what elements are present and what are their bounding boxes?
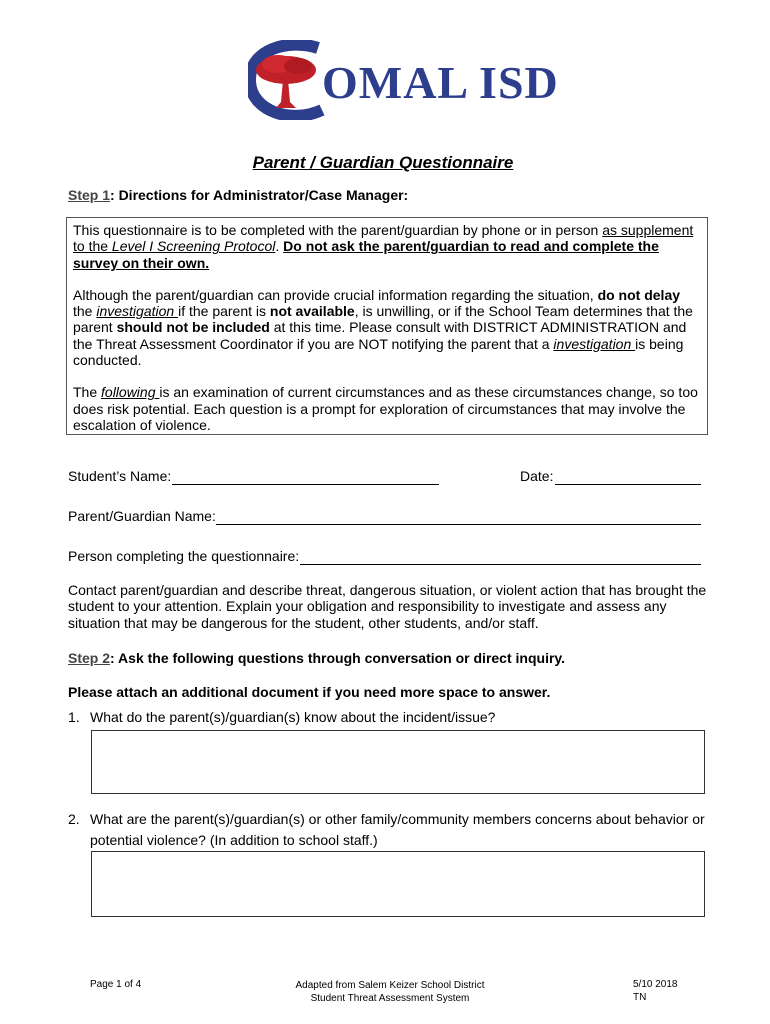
student-name-label: Student’s Name: (68, 468, 172, 484)
student-name-field[interactable] (172, 484, 439, 485)
parent-name-label: Parent/Guardian Name: (68, 508, 216, 524)
date-field[interactable] (555, 484, 701, 485)
question-2-answer-box[interactable] (91, 851, 705, 917)
step-1-heading: Step 1: Directions for Administrator/Case Manager: (68, 187, 409, 203)
attach-note: Please attach an additional document if you need more space to answer. (68, 684, 551, 700)
person-completing-field[interactable] (300, 564, 701, 565)
page-title: Parent / Guardian Questionnaire (252, 153, 514, 172)
step-2-heading: Step 2: Ask the following questions through conversation or direct inquiry. (68, 650, 566, 666)
logo-text: OMAL ISD (322, 57, 559, 108)
directions-box (66, 217, 708, 435)
footer-page-number: Page 1 of 4 (90, 979, 142, 990)
directions-paragraph-3: The following is an examination of current circumstances and as these circumstances change, so too does risk potential. Each question is a prompt for exploration of circumstances that may involve the escalation of violence. (73, 384, 698, 433)
footer-date: 5/10 2018 TN (633, 979, 678, 1003)
person-completing-label: Person completing the questionnaire: (68, 548, 300, 564)
footer-attribution: Adapted from Salem Keizer School District Student Threat Assessment System (295, 980, 485, 1004)
parent-name-field[interactable] (216, 524, 701, 525)
directions-paragraph-1: This questionnaire is to be completed with the parent/guardian by phone or in person as supplement to the Level I Screening Protocol. Do not ask the parent/guardian to read and complete the survey on their own. (73, 222, 694, 271)
question-1: 1. What do the parent(s)/guardian(s) know about the incident/issue? (68, 709, 496, 725)
contact-instructions: Contact parent/guardian and describe threat, dangerous situation, or violent action that has brought the student to your attention. Explain your obligation and responsibility to investigate and assess any situation that may be dangerous for the student, other students, and/or staff. (68, 582, 707, 631)
question-2: 2. What are the parent(s)/guardian(s) or other family/community members concerns about behavior or potential violence? (In addition to school staff.) (68, 811, 705, 848)
question-1-answer-box[interactable] (91, 730, 705, 794)
directions-paragraph-2: Although the parent/guardian can provide crucial information regarding the situation, do not delay the investigation if the parent is not available, is unwilling, or if the School Team determines that the parent should not be included at this time. Please consult with DISTRICT ADMINISTRATION and the Threat Assessment Coordinator if you are NOT notifying the parent that a investigation is being conducted. (73, 286, 693, 369)
date-label: Date: (520, 468, 554, 484)
